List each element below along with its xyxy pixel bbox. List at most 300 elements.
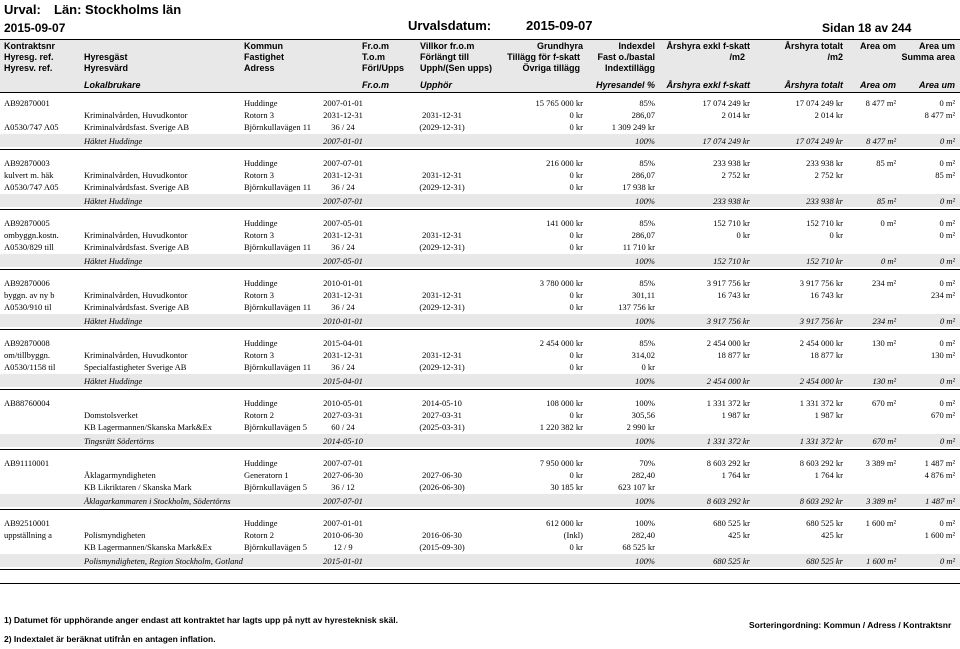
column-header-label: Årshyra exkl f-skatt bbox=[666, 41, 750, 51]
lokalbrukare-exkl: 17 074 249 kr bbox=[702, 136, 750, 146]
lokalbrukare-area-um: 0 m² bbox=[939, 376, 955, 386]
tillagg-f-skatt: (Inkl) bbox=[563, 530, 583, 540]
grundhyra: 7 950 000 kr bbox=[539, 458, 583, 468]
footer-divider bbox=[0, 583, 960, 584]
from-date: 2007-05-01 bbox=[323, 218, 363, 228]
indextillagg: 1 309 249 kr bbox=[611, 122, 655, 132]
tillagg-f-skatt: 0 kr bbox=[569, 410, 583, 420]
adress: Björnkullavägen 5 bbox=[244, 422, 308, 432]
fastighet: Rotorn 2 bbox=[244, 410, 274, 420]
summa-area: 1 600 m² bbox=[924, 530, 955, 540]
urval-label: Urval: bbox=[4, 2, 41, 17]
lokalbrukare-from: 2015-01-01 bbox=[323, 556, 363, 566]
area-um: 0 m² bbox=[939, 278, 955, 288]
fast-bastal: 286,07 bbox=[631, 110, 655, 120]
fast-bastal: 314,02 bbox=[631, 350, 655, 360]
forlangt-date: 2027-06-30 bbox=[422, 470, 462, 480]
arshyra-totalt-m2: 2 752 kr bbox=[814, 170, 843, 180]
column-header-label: Förl/Upps bbox=[362, 63, 404, 73]
hyresvard-ref: A0530/910 til bbox=[4, 302, 52, 312]
summa-area: 8 477 m² bbox=[924, 110, 955, 120]
upph-date: (2029-12-31) bbox=[419, 242, 465, 252]
column-header-label: Area om bbox=[859, 80, 896, 90]
lokalbrukare-from: 2007-05-01 bbox=[323, 256, 363, 266]
tom-date: 2027-06-30 bbox=[323, 470, 363, 480]
lokalbrukare-area-um: 0 m² bbox=[939, 256, 955, 266]
column-header-label: T.o.m bbox=[362, 52, 386, 62]
hyresandel: 100% bbox=[635, 316, 655, 326]
forl-upps: 36 / 24 bbox=[331, 302, 355, 312]
indextillagg: 623 107 kr bbox=[618, 482, 655, 492]
adress: Björnkullavägen 11 bbox=[244, 122, 311, 132]
lokalbrukare-area-um: 0 m² bbox=[939, 196, 955, 206]
lokalbrukare-name: Häktet Huddinge bbox=[84, 316, 143, 326]
tillagg-f-skatt: 0 kr bbox=[569, 230, 583, 240]
tillagg-f-skatt: 0 kr bbox=[569, 110, 583, 120]
tom-date: 2031-12-31 bbox=[323, 110, 363, 120]
fastighet: Rotorn 3 bbox=[244, 350, 274, 360]
forlangt-date: 2031-12-31 bbox=[422, 110, 462, 120]
forl-upps: 36 / 24 bbox=[331, 242, 355, 252]
lokalbrukare-name: Åklagarkammaren i Stockholm, Södertörns bbox=[84, 496, 231, 506]
kommun: Huddinge bbox=[244, 518, 278, 528]
grundhyra: 216 000 kr bbox=[546, 158, 583, 168]
kommun: Huddinge bbox=[244, 218, 278, 228]
tom-date: 2031-12-31 bbox=[323, 230, 363, 240]
column-header-label: Övriga tillägg bbox=[522, 63, 580, 73]
fastighet: Rotorn 3 bbox=[244, 110, 274, 120]
indextillagg: 68 525 kr bbox=[622, 542, 655, 552]
lokalbrukare-area-om: 85 m² bbox=[876, 196, 896, 206]
lokalbrukare-name: Häktet Huddinge bbox=[84, 376, 143, 386]
summa-area: 234 m² bbox=[930, 290, 955, 300]
column-header-label: Hyresgäst bbox=[84, 52, 128, 62]
from-date: 2010-05-01 bbox=[323, 398, 363, 408]
indexdel: 100% bbox=[635, 518, 655, 528]
ovriga-tillagg: 0 kr bbox=[569, 182, 583, 192]
lokalbrukare-exkl: 233 938 kr bbox=[713, 196, 750, 206]
contract-number: AB88760004 bbox=[4, 398, 50, 408]
fast-bastal: 286,07 bbox=[631, 230, 655, 240]
tillagg-f-skatt: 0 kr bbox=[569, 350, 583, 360]
column-header-label: Årshyra totalt bbox=[784, 41, 843, 51]
arshyra-totalt: 1 331 372 kr bbox=[799, 398, 843, 408]
contract-number: AB92870003 bbox=[4, 158, 50, 168]
column-header-label: Summa area bbox=[901, 52, 955, 62]
hyresvard-ref: A0530/747 A05 bbox=[4, 122, 59, 132]
lokalbrukare-name: Häktet Huddinge bbox=[84, 136, 143, 146]
area-um: 0 m² bbox=[939, 338, 955, 348]
from-date: 2007-07-01 bbox=[323, 458, 363, 468]
upph-date: (2029-12-31) bbox=[419, 122, 465, 132]
arshyra-exkl: 8 603 292 kr bbox=[706, 458, 750, 468]
sort-order: Sorteringordning: Kommun / Adress / Kontraktsnr bbox=[749, 620, 952, 630]
lokalbrukare-exkl: 2 454 000 kr bbox=[706, 376, 750, 386]
summa-area: 85 m² bbox=[935, 170, 955, 180]
lokalbrukare-area-om: 234 m² bbox=[872, 316, 896, 326]
record-divider bbox=[0, 329, 960, 330]
indextillagg: 2 990 kr bbox=[626, 422, 655, 432]
indexdel: 85% bbox=[639, 218, 655, 228]
record-divider bbox=[0, 149, 960, 150]
indexdel: 70% bbox=[639, 458, 655, 468]
fastighet: Rotorn 2 bbox=[244, 530, 274, 540]
forlangt-date: 2031-12-31 bbox=[422, 290, 462, 300]
area-um: 0 m² bbox=[939, 98, 955, 108]
forl-upps: 36 / 24 bbox=[331, 182, 355, 192]
record-divider bbox=[0, 269, 960, 270]
lokalbrukare-totalt: 3 917 756 kr bbox=[799, 316, 843, 326]
lokalbrukare-area-om: 670 m² bbox=[872, 436, 896, 446]
column-header-label: Kommun bbox=[244, 41, 283, 51]
ovriga-tillagg: 1 220 382 kr bbox=[539, 422, 583, 432]
lokalbrukare-name: Häktet Huddinge bbox=[84, 196, 143, 206]
arshyra-totalt: 152 710 kr bbox=[806, 218, 843, 228]
area-um: 1 487 m² bbox=[924, 458, 955, 468]
area-um: 0 m² bbox=[939, 218, 955, 228]
column-header-label: Tillägg för f-skatt bbox=[507, 52, 580, 62]
contract-number: AB92870006 bbox=[4, 278, 50, 288]
grundhyra: 612 000 kr bbox=[546, 518, 583, 528]
adress: Björnkullavägen 11 bbox=[244, 182, 311, 192]
lokalbrukare-exkl: 152 710 kr bbox=[713, 256, 750, 266]
area-um: 0 m² bbox=[939, 158, 955, 168]
hyresvard: Kriminalvårdsfast. Sverige AB bbox=[84, 302, 190, 312]
lokalbrukare-from: 2007-07-01 bbox=[323, 196, 363, 206]
arshyra-totalt: 680 525 kr bbox=[806, 518, 843, 528]
fast-bastal: 282,40 bbox=[631, 470, 655, 480]
tom-date: 2027-03-31 bbox=[323, 410, 363, 420]
arshyra-exkl-m2: 18 877 kr bbox=[717, 350, 750, 360]
from-date: 2007-01-01 bbox=[323, 518, 363, 528]
column-header-label: Årshyra totalt bbox=[784, 80, 843, 90]
arshyra-totalt: 2 454 000 kr bbox=[799, 338, 843, 348]
area-om: 85 m² bbox=[876, 158, 896, 168]
upph-date: (2015-09-30) bbox=[419, 542, 465, 552]
arshyra-exkl: 680 525 kr bbox=[713, 518, 750, 528]
tom-date: 2031-12-31 bbox=[323, 290, 363, 300]
lokalbrukare-area-um: 0 m² bbox=[939, 136, 955, 146]
hyresvard-ref: A0530/829 till bbox=[4, 242, 54, 252]
column-header-label: Fr.o.m bbox=[362, 41, 390, 51]
fastighet: Rotorn 3 bbox=[244, 170, 274, 180]
lokalbrukare-area-um: 1 487 m² bbox=[925, 496, 955, 506]
fastighet: Generatorn 1 bbox=[244, 470, 289, 480]
hyresvard: Kriminalvårdsfast. Sverige AB bbox=[84, 242, 190, 252]
hyresgast: Kriminalvården, Huvudkontor bbox=[84, 290, 188, 300]
arshyra-totalt: 17 074 249 kr bbox=[795, 98, 843, 108]
lokalbrukare-name: Häktet Huddinge bbox=[84, 256, 143, 266]
arshyra-exkl-m2: 16 743 kr bbox=[717, 290, 750, 300]
hyresandel: 100% bbox=[635, 376, 655, 386]
area-om: 234 m² bbox=[871, 278, 896, 288]
upph-date: (2029-12-31) bbox=[419, 302, 465, 312]
page-number: Sidan 18 av 244 bbox=[822, 21, 912, 35]
divider bbox=[0, 92, 960, 93]
hyresgast-ref: ombyggn.kostn. bbox=[4, 230, 59, 240]
hyresandel: 100% bbox=[635, 136, 655, 146]
ovriga-tillagg: 0 kr bbox=[569, 242, 583, 252]
lokalbrukare-area-om: 3 389 m² bbox=[866, 496, 896, 506]
grundhyra: 3 780 000 kr bbox=[539, 278, 583, 288]
lokalbrukare-area-um: 0 m² bbox=[939, 556, 955, 566]
grundhyra: 141 000 kr bbox=[546, 218, 583, 228]
forl-upps: 60 / 24 bbox=[331, 422, 355, 432]
fast-bastal: 305,56 bbox=[631, 410, 655, 420]
contract-number: AB92870001 bbox=[4, 98, 50, 108]
arshyra-exkl-m2: 425 kr bbox=[728, 530, 750, 540]
forl-upps: 36 / 12 bbox=[331, 482, 355, 492]
lokalbrukare-area-um: 0 m² bbox=[939, 436, 955, 446]
lokalbrukare-area-om: 130 m² bbox=[872, 376, 896, 386]
hyresandel: 100% bbox=[635, 436, 655, 446]
hyresvard: KB Likriktaren / Skanska Mark bbox=[84, 482, 192, 492]
contract-number: AB92870005 bbox=[4, 218, 50, 228]
record-divider bbox=[0, 449, 960, 450]
lokalbrukare-from: 2007-01-01 bbox=[323, 136, 363, 146]
arshyra-exkl-m2: 1 764 kr bbox=[721, 470, 750, 480]
forlangt-date: 2016-06-30 bbox=[422, 530, 462, 540]
forl-upps: 12 / 9 bbox=[333, 542, 353, 552]
arshyra-exkl-m2: 2 014 kr bbox=[721, 110, 750, 120]
kommun: Huddinge bbox=[244, 98, 278, 108]
hyresgast-ref: om/tillbyggn. bbox=[4, 350, 51, 360]
lokalbrukare-area-om: 8 477 m² bbox=[866, 136, 896, 146]
column-header-label: Förlängt till bbox=[420, 52, 469, 62]
lokalbrukare-from: 2015-04-01 bbox=[323, 376, 363, 386]
indexdel: 85% bbox=[639, 158, 655, 168]
column-header-label: Area um bbox=[918, 41, 955, 51]
from-date: 2007-01-01 bbox=[323, 98, 363, 108]
kommun: Huddinge bbox=[244, 278, 278, 288]
arshyra-exkl: 17 074 249 kr bbox=[702, 98, 750, 108]
arshyra-totalt: 233 938 kr bbox=[806, 158, 843, 168]
ovriga-tillagg: 0 kr bbox=[569, 542, 583, 552]
urvalsdatum-label: Urvalsdatum: bbox=[408, 18, 492, 33]
grundhyra: 15 765 000 kr bbox=[535, 98, 583, 108]
record-divider bbox=[0, 569, 960, 570]
column-header-label: Upph/(Sen upps) bbox=[420, 63, 492, 73]
column-header-label: Indextillägg bbox=[604, 63, 655, 73]
record-divider bbox=[0, 509, 960, 510]
summa-area: 0 m² bbox=[939, 230, 955, 240]
adress: Björnkullavägen 11 bbox=[244, 242, 311, 252]
lokalbrukare-totalt: 1 331 372 kr bbox=[799, 436, 843, 446]
adress: Björnkullavägen 5 bbox=[244, 482, 308, 492]
column-header-label: Hyresvärd bbox=[84, 63, 129, 73]
forl-upps: 36 / 24 bbox=[331, 122, 355, 132]
fast-bastal: 286,07 bbox=[631, 170, 655, 180]
footer-note-2: 2) Indextalet är beräknat utifrån en antagen inflation. bbox=[4, 634, 216, 644]
ovriga-tillagg: 30 185 kr bbox=[550, 482, 583, 492]
hyresgast: Kriminalvården, Huvudkontor bbox=[84, 230, 188, 240]
area-um: 0 m² bbox=[939, 398, 955, 408]
adress: Björnkullavägen 11 bbox=[244, 302, 311, 312]
arshyra-totalt-m2: 16 743 kr bbox=[810, 290, 843, 300]
tom-date: 2031-12-31 bbox=[323, 170, 363, 180]
area-om: 670 m² bbox=[871, 398, 896, 408]
hyresvard-ref: A0530/1158 til bbox=[4, 362, 56, 372]
column-header-label: Area om bbox=[859, 41, 896, 51]
lokalbrukare-exkl: 680 525 kr bbox=[713, 556, 750, 566]
lokalbrukare-exkl: 1 331 372 kr bbox=[706, 436, 750, 446]
upph-date: (2029-12-31) bbox=[419, 182, 465, 192]
arshyra-exkl-m2: 2 752 kr bbox=[721, 170, 750, 180]
arshyra-exkl: 233 938 kr bbox=[713, 158, 750, 168]
footer-note-1: 1) Datumet för upphörande anger endast att kontraktet har lagts upp på nytt av hyresteknisk skäl. bbox=[4, 615, 398, 625]
urval-value: Län: Stockholms län bbox=[54, 2, 182, 17]
indextillagg: 17 938 kr bbox=[622, 182, 655, 192]
indexdel: 100% bbox=[635, 398, 655, 408]
tom-date: 2010-06-30 bbox=[323, 530, 363, 540]
forlangt-date: 2031-12-31 bbox=[422, 350, 462, 360]
forl-upps: 36 / 24 bbox=[331, 362, 355, 372]
from-date: 2015-04-01 bbox=[323, 338, 363, 348]
column-header-label: Upphör bbox=[420, 80, 452, 90]
lokalbrukare-totalt: 680 525 kr bbox=[806, 556, 843, 566]
fast-bastal: 301,11 bbox=[631, 290, 655, 300]
fastighet: Rotorn 3 bbox=[244, 290, 274, 300]
hyresandel: 100% bbox=[635, 556, 655, 566]
column-header-label: /m2 bbox=[827, 52, 843, 62]
hyresgast: Kriminalvården, Huvudkontor bbox=[84, 350, 188, 360]
summa-area: 670 m² bbox=[930, 410, 955, 420]
lokalbrukare-totalt: 8 603 292 kr bbox=[799, 496, 843, 506]
upph-date: (2026-06-30) bbox=[419, 482, 465, 492]
area-om: 3 389 m² bbox=[865, 458, 896, 468]
column-header-label: Årshyra exkl f-skatt bbox=[666, 80, 750, 90]
arshyra-totalt-m2: 1 987 kr bbox=[814, 410, 843, 420]
column-header-label: Hyresandel % bbox=[595, 80, 655, 90]
column-header-label: Fr.o.m bbox=[362, 80, 390, 90]
divider bbox=[0, 39, 960, 40]
area-om: 130 m² bbox=[871, 338, 896, 348]
column-header-label: Hyresv. ref. bbox=[4, 63, 53, 73]
lokalbrukare-totalt: 17 074 249 kr bbox=[795, 136, 843, 146]
hyresandel: 100% bbox=[635, 196, 655, 206]
hyresgast: Åklagarmyndigheten bbox=[84, 470, 156, 480]
arshyra-exkl: 152 710 kr bbox=[713, 218, 750, 228]
fast-bastal: 282,40 bbox=[631, 530, 655, 540]
arshyra-exkl: 2 454 000 kr bbox=[706, 338, 750, 348]
area-om: 8 477 m² bbox=[865, 98, 896, 108]
lokalbrukare-from: 2007-07-01 bbox=[323, 496, 363, 506]
tillagg-f-skatt: 0 kr bbox=[569, 170, 583, 180]
upph-date: (2029-12-31) bbox=[419, 362, 465, 372]
lokalbrukare-exkl: 8 603 292 kr bbox=[706, 496, 750, 506]
arshyra-totalt: 8 603 292 kr bbox=[799, 458, 843, 468]
lokalbrukare-area-om: 0 m² bbox=[880, 256, 896, 266]
urvalsdatum-value: 2015-09-07 bbox=[526, 18, 593, 33]
lokalbrukare-totalt: 233 938 kr bbox=[806, 196, 843, 206]
adress: Björnkullavägen 11 bbox=[244, 362, 311, 372]
grundhyra: 108 000 kr bbox=[546, 398, 583, 408]
arshyra-totalt-m2: 0 kr bbox=[829, 230, 843, 240]
tillagg-f-skatt: 0 kr bbox=[569, 470, 583, 480]
hyresvard: KB Lagermannen/Skanska Mark&Ex bbox=[84, 422, 212, 432]
lokalbrukare-name: Tingsrätt Södertörns bbox=[84, 436, 155, 446]
area-um: 0 m² bbox=[939, 518, 955, 528]
contract-number: AB92510001 bbox=[4, 518, 50, 528]
indextillagg: 0 kr bbox=[641, 362, 655, 372]
arshyra-totalt-m2: 18 877 kr bbox=[810, 350, 843, 360]
hyresvard: Kriminalvårdsfast. Sverige AB bbox=[84, 122, 190, 132]
hyresgast: Domstolsverket bbox=[84, 410, 138, 420]
arshyra-totalt-m2: 1 764 kr bbox=[814, 470, 843, 480]
record-divider bbox=[0, 209, 960, 210]
forlangt-date: 2027-03-31 bbox=[422, 410, 462, 420]
upph-date: (2025-03-31) bbox=[419, 422, 465, 432]
column-header-label: Fastighet bbox=[244, 52, 285, 62]
contract-number: AB92870008 bbox=[4, 338, 50, 348]
arshyra-exkl-m2: 1 987 kr bbox=[721, 410, 750, 420]
hyresandel: 100% bbox=[635, 256, 655, 266]
adress: Björnkullavägen 5 bbox=[244, 542, 308, 552]
kommun: Huddinge bbox=[244, 338, 278, 348]
indexdel: 85% bbox=[639, 278, 655, 288]
hyresgast-ref: uppställning a bbox=[4, 530, 52, 540]
lokalbrukare-totalt: 152 710 kr bbox=[806, 256, 843, 266]
indextillagg: 11 710 kr bbox=[622, 242, 655, 252]
hyresvard-ref: A0530/747 A05 bbox=[4, 182, 59, 192]
from-date: 2007-07-01 bbox=[323, 158, 363, 168]
indexdel: 85% bbox=[639, 98, 655, 108]
forlangt-date: 2031-12-31 bbox=[422, 230, 462, 240]
ovriga-tillagg: 0 kr bbox=[569, 122, 583, 132]
from-date: 2010-01-01 bbox=[323, 278, 363, 288]
area-om: 1 600 m² bbox=[865, 518, 896, 528]
kommun: Huddinge bbox=[244, 158, 278, 168]
hyresvard: Specialfastigheter Sverige AB bbox=[84, 362, 187, 372]
column-header-label: Grundhyra bbox=[536, 41, 583, 51]
report-date: 2015-09-07 bbox=[4, 21, 66, 35]
lokalbrukare-from: 2010-01-01 bbox=[323, 316, 363, 326]
arshyra-totalt-m2: 2 014 kr bbox=[814, 110, 843, 120]
column-header-label: Indexdel bbox=[618, 41, 655, 51]
arshyra-totalt-m2: 425 kr bbox=[821, 530, 843, 540]
arshyra-exkl: 1 331 372 kr bbox=[706, 398, 750, 408]
lokalbrukare-name: Polismyndigheten, Region Stockholm, Gotland bbox=[84, 556, 243, 566]
arshyra-exkl-m2: 0 kr bbox=[736, 230, 750, 240]
indextillagg: 137 756 kr bbox=[618, 302, 655, 312]
column-header-label: Kontraktsnr bbox=[4, 41, 56, 51]
summa-area: 130 m² bbox=[930, 350, 955, 360]
column-header-label: Hyresg. ref. bbox=[4, 52, 54, 62]
fastighet: Rotorn 3 bbox=[244, 230, 274, 240]
grundhyra: 2 454 000 kr bbox=[539, 338, 583, 348]
hyresvard: Kriminalvårdsfast. Sverige AB bbox=[84, 182, 190, 192]
hyresgast-ref: byggn. av ny b bbox=[4, 290, 55, 300]
lokalbrukare-area-um: 0 m² bbox=[939, 316, 955, 326]
column-header-label: /m2 bbox=[729, 52, 745, 62]
arshyra-totalt: 3 917 756 kr bbox=[799, 278, 843, 288]
ovriga-tillagg: 0 kr bbox=[569, 362, 583, 372]
contract-number: AB91110001 bbox=[4, 458, 50, 468]
lokalbrukare-from: 2014-05-10 bbox=[323, 436, 363, 446]
lokalbrukare-totalt: 2 454 000 kr bbox=[799, 376, 843, 386]
record-divider bbox=[0, 389, 960, 390]
hyresgast: Kriminalvården, Huvudkontor bbox=[84, 110, 188, 120]
arshyra-exkl: 3 917 756 kr bbox=[706, 278, 750, 288]
tillagg-f-skatt: 0 kr bbox=[569, 290, 583, 300]
hyresvard: KB Lagermannen/Skanska Mark&Ex bbox=[84, 542, 212, 552]
hyresandel: 100% bbox=[635, 496, 655, 506]
villkor-date: 2014-05-10 bbox=[422, 398, 462, 408]
column-header-label: Villkor fr.o.m bbox=[420, 41, 475, 51]
forlangt-date: 2031-12-31 bbox=[422, 170, 462, 180]
hyresgast-ref: kulvert m. häk bbox=[4, 170, 54, 180]
ovriga-tillagg: 0 kr bbox=[569, 302, 583, 312]
